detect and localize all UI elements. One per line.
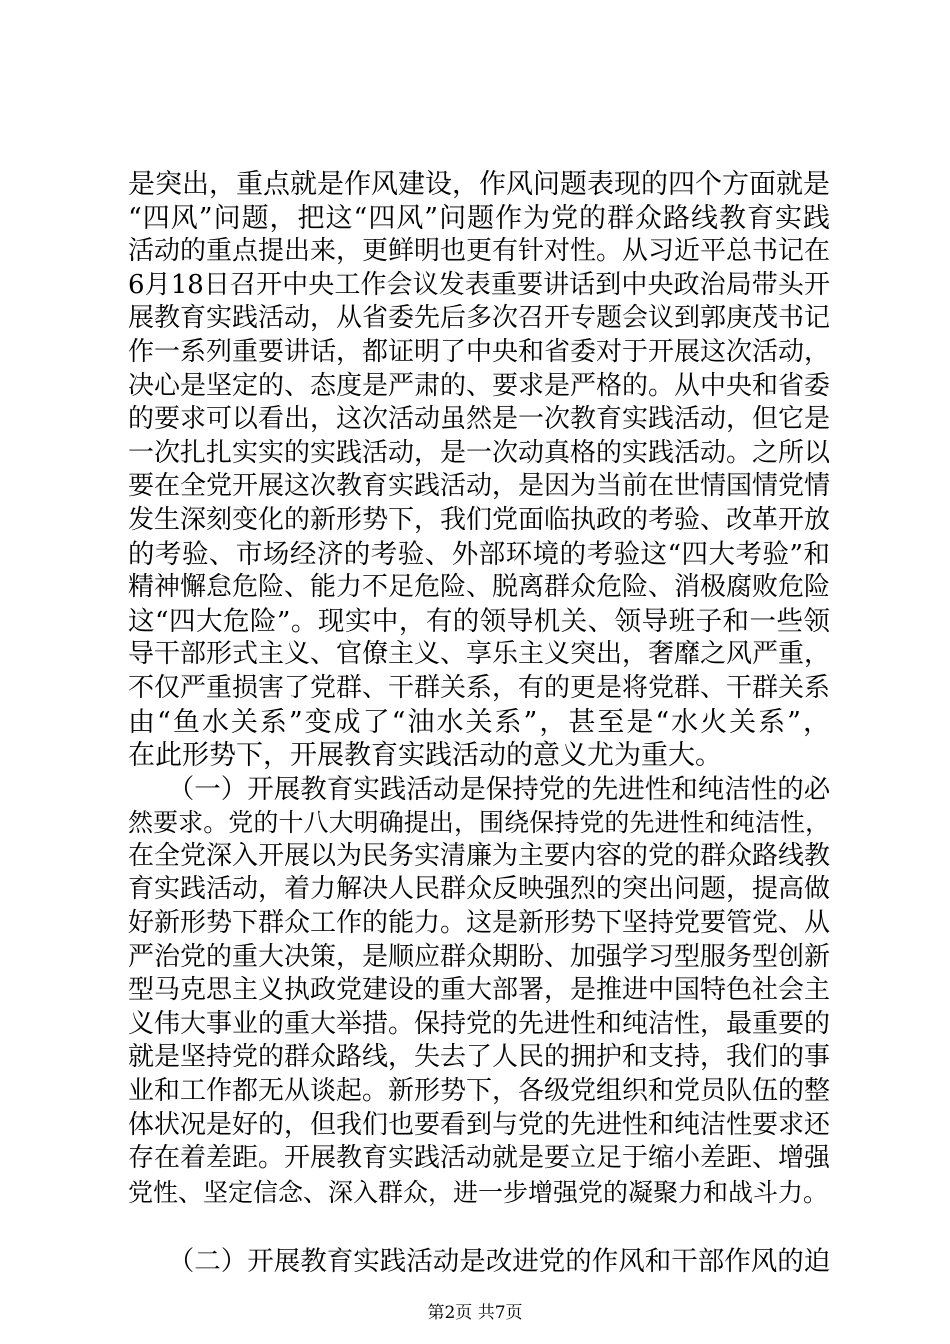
text-line: （一）开展教育实践活动是保持党的先进性和纯洁性的必 <box>128 773 831 805</box>
text-line: 决心是坚定的、态度是严肃的、要求是严格的。从中央和省委 <box>128 370 831 401</box>
text-line: “四风”问题，把这“四风”问题作为党的群众路线教育实践 <box>128 202 830 234</box>
text-line: 要在全党开展这次教育实践活动，是因为当前在世情国情党情 <box>128 471 831 502</box>
text-line: 这“四大危险”。现实中，有的领导机关、领导班子和一些领 <box>128 605 830 637</box>
text-line: 的要求可以看出，这次活动虽然是一次教育实践活动，但它是 <box>128 404 831 435</box>
text-line: 是突出，重点就是作风建设，作风问题表现的四个方面就是 <box>128 169 830 200</box>
text-line: 存在着差距。开展教育实践活动就是要立足于缩小差距、增强 <box>128 1143 831 1174</box>
text-line: （二）开展教育实践活动是改进党的作风和干部作风的迫 <box>128 1246 831 1278</box>
text-line: 精神懈怠危险、能力不足危险、脱离群众危险、消极腐败危险 <box>128 572 831 603</box>
text-line: 作一系列重要讲话，都证明了中央和省委对于开展这次活动， <box>128 336 831 367</box>
text-line: 在全党深入开展以为民务实清廉为主要内容的党的群众路线教 <box>128 840 831 871</box>
text-line: 好新形势下群众工作的能力。这是新形势下坚持党要管党、从 <box>128 908 831 939</box>
page-footer: 第2页 共7页 <box>427 1303 523 1323</box>
text-line: 发生深刻变化的新形势下，我们党面临执政的考验、改革开放 <box>128 504 831 535</box>
text-line: 导干部形式主义、官僚主义、享乐主义突出，奢靡之风严重， <box>128 639 831 670</box>
text-line: 在此形势下，开展教育实践活动的意义尤为重大。 <box>128 740 722 772</box>
text-line: 6月18日召开中央工作会议发表重要讲话到中央政治局带头开 <box>128 269 830 300</box>
paragraph-gap <box>128 1209 830 1245</box>
text-line: 的考验、市场经济的考验、外部环境的考验这“四大考验”和 <box>128 538 830 570</box>
text-line: 党性、坚定信念、深入群众，进一步增强党的凝聚力和战斗力。 <box>128 1177 829 1207</box>
text-line: 不仅严重损害了党群、干群关系，有的更是将党群、干群关系 <box>128 672 831 703</box>
text-line: 展教育实践活动，从省委先后多次召开专题会议到郭庚茂书记 <box>128 303 831 334</box>
text-line: 业和工作都无从谈起。新形势下，各级党组织和党员队伍的整 <box>128 1076 831 1107</box>
text-line: 型马克思主义执政党建设的重大部署，是推进中国特色社会主 <box>128 975 831 1006</box>
text-line: 然要求。党的十八大明确提出，围绕保持党的先进性和纯洁性， <box>128 808 830 838</box>
text-line: 义伟大事业的重大举措。保持党的先进性和纯洁性，最重要的 <box>128 1008 831 1039</box>
text-line: 活动的重点提出来，更鲜明也更有针对性。从习近平总书记在 <box>128 236 831 267</box>
text-line: 由“鱼水关系”变成了“油水关系”，甚至是“水火关系”， <box>128 706 830 738</box>
text-line: 一次扎扎实实的实践活动，是一次动真格的实践活动。之所以 <box>128 437 831 468</box>
text-line: 就是坚持党的群众路线，失去了人民的拥护和支持，我们的事 <box>128 1042 831 1073</box>
text-line: 严治党的重大决策，是顺应群众期盼、加强学习型服务型创新 <box>128 941 831 972</box>
body-text <box>128 168 830 1279</box>
text-line: 育实践活动，着力解决人民群众反映强烈的突出问题，提高做 <box>128 874 831 905</box>
text-line: 体状况是好的，但我们也要看到与党的先进性和纯洁性要求还 <box>128 1109 831 1140</box>
